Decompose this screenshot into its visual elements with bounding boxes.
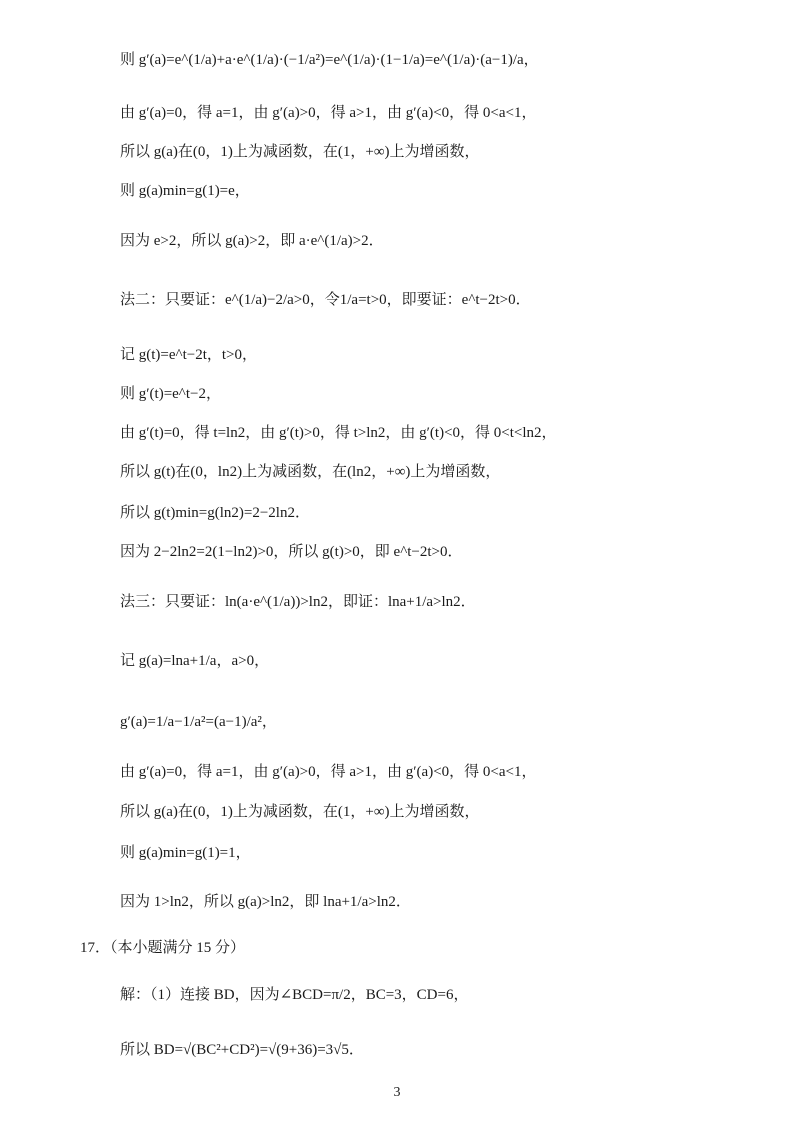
- text-line: 记 g(a)=lna+1/a，a>0，: [120, 653, 270, 669]
- text-line: 则 g′(t)=e^t−2，: [120, 386, 221, 402]
- text-line: 所以 g(a)在(0，1)上为减函数，在(1，+∞)上为增函数，: [120, 144, 480, 160]
- text-line: 则 g(a)min=g(1)=1，: [120, 845, 251, 861]
- text-line: 所以 g(t)min=g(ln2)=2−2ln2．: [120, 505, 310, 521]
- text-line: 所以 g(t)在(0，ln2)上为减函数，在(ln2，+∞)上为增函数，: [120, 464, 501, 480]
- text-line: 因为 1>ln2，所以 g(a)>ln2，即 lna+1/a>ln2．: [120, 894, 411, 910]
- text-line: 因为 e>2，所以 g(a)>2，即 a·e^(1/a)>2．: [120, 233, 384, 249]
- text-line: 法二：只要证：e^(1/a)−2/a>0，令1/a=t>0，即要证：e^t−2t>0．: [120, 292, 531, 308]
- text-line: 则 g′(a)=e^(1/a)+a·e^(1/a)·(−1/a²)=e^(1/a)·(1−1/a)=e^(1/a)·(a−1)/a，: [120, 52, 539, 68]
- page-number: 3: [393, 1085, 401, 1100]
- solution-line: 解：（1）连接 BD，因为∠BCD=π/2，BC=3，CD=6，: [120, 987, 469, 1003]
- text-line: g′(a)=1/a−1/a²=(a−1)/a²，: [120, 714, 277, 730]
- text-line: 记 g(t)=e^t−2t，t>0，: [120, 347, 257, 363]
- text-line: 由 g′(t)=0，得 t=ln2，由 g′(t)>0，得 t>ln2，由 g′(t)<0，得 0<t<ln2，: [120, 425, 557, 441]
- solution-line: 所以 BD=√(BC²+CD²)=√(9+36)=3√5．: [120, 1042, 364, 1058]
- text-line: 所以 g(a)在(0，1)上为减函数，在(1，+∞)上为增函数，: [120, 804, 480, 820]
- text-line: 因为 2−2ln2=2(1−ln2)>0，所以 g(t)>0，即 e^t−2t>0．: [120, 544, 463, 560]
- problem-header: 17．（本小题满分 15 分）: [80, 940, 246, 956]
- text-line: 则 g(a)min=g(1)=e，: [120, 183, 250, 199]
- text-line: 由 g′(a)=0，得 a=1，由 g′(a)>0，得 a>1，由 g′(a)<0，得 0<a<1，: [120, 105, 537, 121]
- text-line: 由 g′(a)=0，得 a=1，由 g′(a)>0，得 a>1，由 g′(a)<0，得 0<a<1，: [120, 764, 537, 780]
- text-line: 法三：只要证：ln(a·e^(1/a))>ln2，即证：lna+1/a>ln2．: [120, 594, 476, 610]
